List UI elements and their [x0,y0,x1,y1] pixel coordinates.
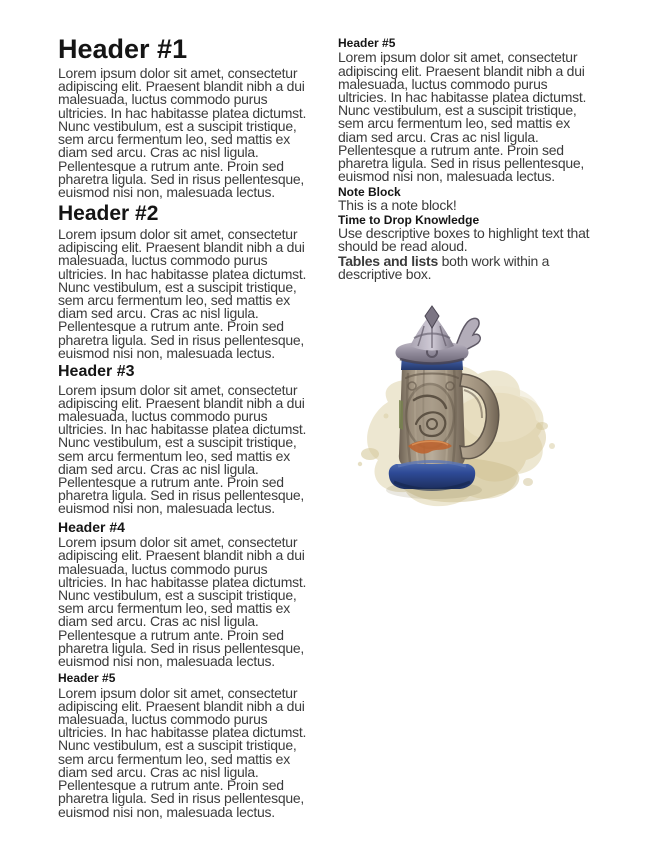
knowledge-text: Use descriptive boxes to highlight text that should be read aloud. [338,224,590,254]
heading-2: Header #2 [58,202,159,226]
paragraph-under-h1: Lorem ipsum dolor sit amet, consectetur adipiscing elit. Praesent blandit nibh a dui malesuada, luctus commodo purus ultricies. In hac habitasse platea dictumst. Nunc vestibulum, est a suscipit tristique, sem arcu fermentum leo, sed mattis ex diam sed arcu. Cras ac nisl ligula. Pellentesque a rutrum ante. Proin sed pharetra ligula. Sed in risus pellentesque, euismod nisi non, malesuada lectus. [58,65,307,200]
right-column [338,33,592,821]
tables-note-rest: both work within a descriptive box. [338,253,550,283]
stein-body [399,361,465,467]
heading-4: Header #4 [58,518,125,535]
tables-note [338,255,592,281]
left-column [58,33,312,821]
paragraph-under-h4: Lorem ipsum dolor sit amet, consectetur adipiscing elit. Praesent blandit nibh a dui malesuada, luctus commodo purus ultricies. In hac habitasse platea dictumst. Nunc vestibulum, est a suscipit tristique, sem arcu fermentum leo, sed mattis ex diam sed arcu. Cras ac nisl ligula. Pellentesque a rutrum ante. Proin sed pharetra ligula. Sed in risus pellentesque, euismod nisi non, malesuada lectus. [58,534,307,669]
note-block-text: This is a note block! [338,196,457,213]
tables-note-bold: Tables and lists [338,253,438,270]
two-column-layout [58,33,592,821]
knowledge-label: Time to Drop Knowledge [338,212,480,227]
paragraph-under-h2: Lorem ipsum dolor sit amet, consectetur adipiscing elit. Praesent blandit nibh a dui malesuada, luctus commodo purus ultricies. In hac habitasse platea dictumst. Nunc vestibulum, est a suscipit tristique, sem arcu fermentum leo, sed mattis ex diam sed arcu. Cras ac nisl ligula. Pellentesque a rutrum ante. Proin sed pharetra ligula. Sed in risus pellentesque, euismod nisi non, malesuada lectus. [58,225,307,361]
stein-base [389,461,475,489]
paragraph-under-h3: Lorem ipsum dolor sit amet, consectetur adipiscing elit. Praesent blandit nibh a dui malesuada, luctus commodo purus ultricies. In hac habitasse platea dictumst. Nunc vestibulum, est a suscipit tristique, sem arcu fermentum leo, sed mattis ex diam sed arcu. Cras ac nisl ligula. Pellentesque a rutrum ante. Proin sed pharetra ligula. Sed in risus pellentesque, euismod nisi non, malesuada lectus. [58,381,307,517]
heading-3: Header #3 [58,362,135,380]
heading-1: Header #1 [58,34,188,64]
heading-5-right: Header #5 [338,36,396,50]
beer-stein-illustration [350,304,590,524]
paragraph-under-h5-left: Lorem ipsum dolor sit amet, consectetur adipiscing elit. Praesent blandit nibh a dui malesuada, luctus commodo purus ultricies. In hac habitasse platea dictumst. Nunc vestibulum, est a suscipit tristique, sem arcu fermentum leo, sed mattis ex diam sed arcu. Cras ac nisl ligula. Pellentesque a rutrum ante. Proin sed pharetra ligula. Sed in risus pellentesque, euismod nisi non, malesuada lectus. [58,684,307,820]
note-block-label: Note Block [338,184,401,199]
paragraph-under-h5-right: Lorem ipsum dolor sit amet, consectetur adipiscing elit. Praesent blandit nibh a dui malesuada, luctus commodo purus ultricies. In hac habitasse platea dictumst. Nunc vestibulum, est a suscipit tristique, sem arcu fermentum leo, sed mattis ex diam sed arcu. Cras ac nisl ligula. Pellentesque a rutrum ante. Proin sed pharetra ligula. Sed in risus pellentesque, euismod nisi non, malesuada lectus. [338,49,587,185]
heading-5-left: Header #5 [58,671,116,686]
stein-lid [396,306,481,364]
beer-stein-svg [350,304,590,524]
